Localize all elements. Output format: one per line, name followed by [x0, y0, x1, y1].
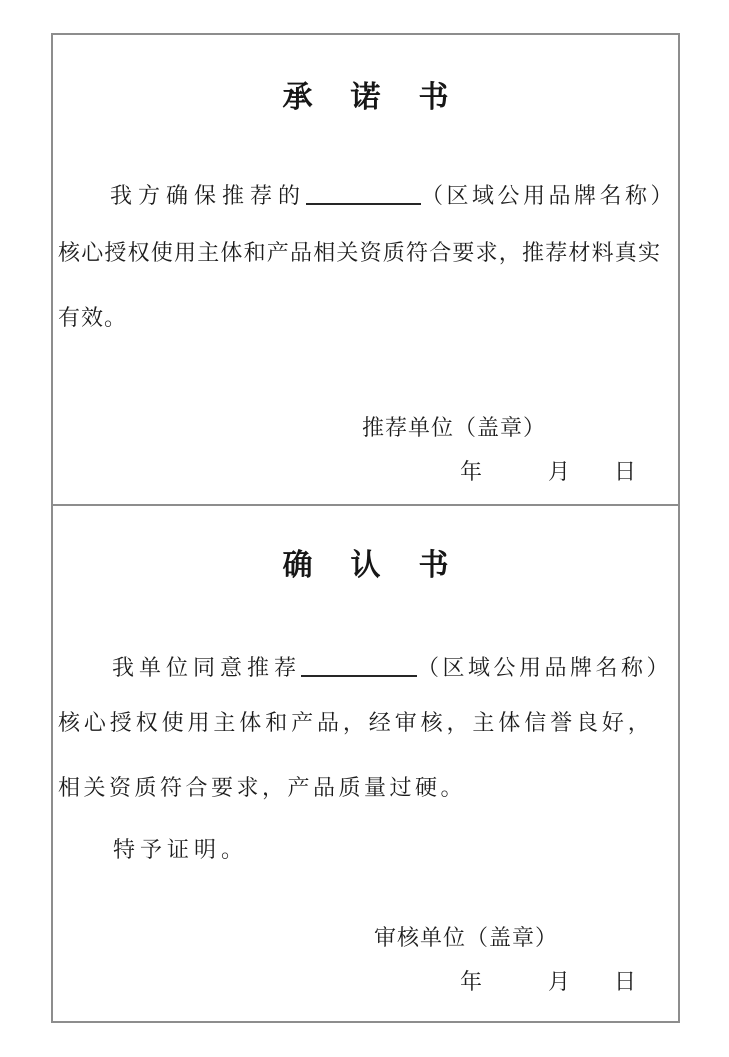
- commitment-intro-line: [58, 180, 676, 212]
- document-frame: [51, 33, 680, 1023]
- commitment-body-line-3: 有效。: [58, 305, 128, 330]
- confirmation-intro-line: [58, 652, 676, 684]
- commitment-body-line-2: 核心授权使用主体和产品相关资质符合要求，推荐材料真实: [58, 240, 662, 265]
- commitment-date-line: 年 月 日: [459, 459, 636, 484]
- confirmation-brand-name-blank: [301, 657, 417, 677]
- commitment-signer-label: 推荐单位（盖章）: [361, 415, 546, 440]
- confirmation-section: [53, 504, 678, 1021]
- confirmation-intro-prefix: 我单位同意推荐: [112, 655, 302, 680]
- confirmation-body-line-3: 相关资质符合要求，产品质量过硬。: [58, 775, 467, 800]
- commitment-brand-name-blank: [306, 185, 421, 205]
- confirmation-signer-label: 审核单位（盖章）: [373, 925, 558, 950]
- confirmation-body-line-2: 核心授权使用主体和产品，经审核，主体信誉良好，: [58, 710, 654, 735]
- commitment-title: 承诺书: [282, 81, 487, 114]
- confirmation-title: 确认书: [282, 549, 487, 582]
- confirmation-date-line: 年 月 日: [459, 969, 636, 994]
- confirmation-intro-suffix: （区域公用品牌名称）: [417, 655, 673, 680]
- confirmation-body-line-4: 特予证明。: [113, 837, 249, 862]
- commitment-intro-suffix: （区域公用品牌名称）: [421, 183, 677, 208]
- commitment-section: [53, 35, 678, 504]
- commitment-intro-prefix: 我方确保推荐的: [110, 183, 307, 208]
